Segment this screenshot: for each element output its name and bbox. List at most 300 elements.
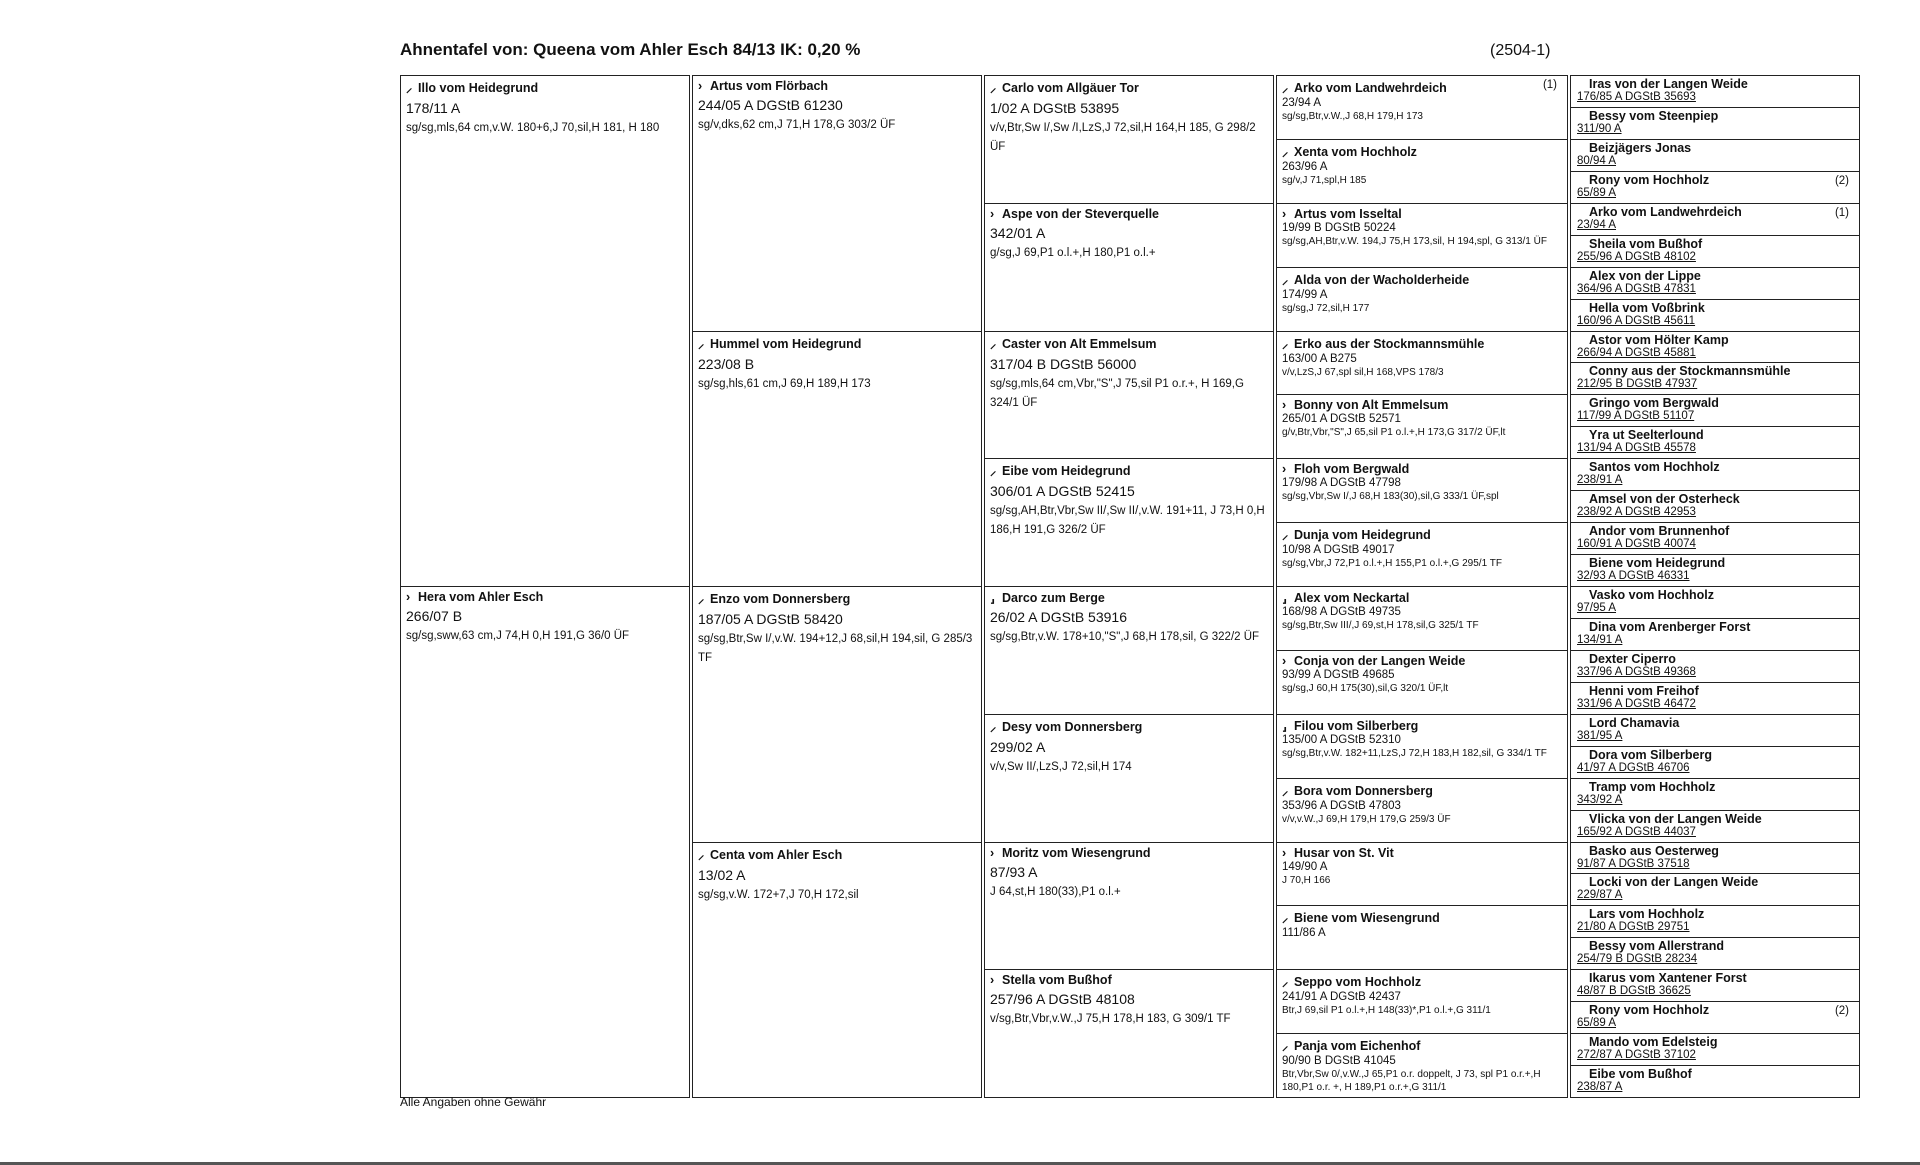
registration-number: 364/96 A DGStB 47831 [1577, 282, 1696, 295]
ancestor-name: Floh vom Bergwald [1294, 462, 1410, 477]
ancestor-cell [1570, 810, 1860, 843]
performance-info: sg/sg,J 72,sil,H 177 [1282, 302, 1370, 314]
ancestor-name-line [990, 846, 1268, 860]
performance-info: v/v,Btr,Sw I/,Sw /I,LzS,J 72,sil,H 164,H 185, G 298/2 ÜF [990, 122, 1256, 153]
ancestor-name: Centa vom Ahler Esch [710, 847, 843, 862]
ancestor-cell [1276, 394, 1568, 459]
sex-mark-icon: › [1282, 462, 1287, 477]
sex-mark-icon: ⸝ [990, 336, 997, 351]
sex-mark-icon: ⸝ [1282, 911, 1289, 926]
ancestor-name-line [1577, 269, 1855, 283]
ancestor-name: Sheila vom Bußhof [1589, 236, 1703, 251]
sex-mark-icon: ⸝ [698, 336, 705, 351]
registration-number: 65/89 A [1577, 186, 1617, 199]
ancestor-name-line [1282, 590, 1562, 605]
ancestor-name-line [1577, 396, 1855, 410]
ancestor-name: Filou vom Silberberg [1294, 718, 1419, 733]
ancestor-name-line [1577, 716, 1855, 730]
registration-number: 244/05 A DGStB 61230 [698, 97, 843, 113]
ancestor-cell [1570, 842, 1860, 875]
ancestor-name: Panja vom Eichenhof [1294, 1039, 1421, 1054]
registration-number: 21/80 A DGStB 29751 [1577, 921, 1690, 934]
registration-number: 343/92 A [1577, 793, 1623, 806]
registration-number: 272/87 A DGStB 37102 [1577, 1049, 1696, 1062]
registration-number: 212/95 B DGStB 47937 [1577, 378, 1698, 391]
ancestor-name-line [1577, 1067, 1855, 1081]
ancestor-name: Biene vom Wiesengrund [1294, 911, 1440, 926]
ancestor-name-line [1577, 205, 1855, 219]
ancestor-cell [984, 203, 1274, 332]
ancestor-cell [1276, 203, 1568, 268]
ancestor-name: Rony vom Hochholz [1589, 172, 1710, 187]
ancestor-name: Darco zum Berge [1002, 591, 1105, 605]
ancestor-cell [1570, 650, 1860, 683]
ancestor-name: Biene vom Heidegrund [1589, 556, 1726, 571]
registration-number: 65/89 A [1577, 1017, 1617, 1030]
duplicate-ancestor-marker: (1) [1834, 206, 1849, 219]
registration-number: 160/91 A DGStB 40074 [1577, 538, 1696, 551]
ancestor-cell [1276, 139, 1568, 204]
ancestor-name-line [1282, 335, 1562, 352]
registration-number: 317/04 B DGStB 56000 [990, 355, 1137, 372]
performance-info: g/v,Btr,Vbr,"S",J 65,sil P1 o.l.+,H 173,G 317/2 ÜF,lt [1282, 427, 1506, 439]
reference-number: (2504-1) [1490, 42, 1551, 59]
sex-mark-icon: ⸥ [990, 591, 995, 605]
ancestor-cell [1276, 714, 1568, 779]
sex-mark-icon: ⸝ [1282, 336, 1289, 351]
registration-number: 131/94 A DGStB 45578 [1577, 442, 1696, 455]
registration-number: 117/99 A DGStB 51107 [1577, 410, 1695, 423]
ancestor-cell [1276, 267, 1568, 332]
sex-mark-icon: ⸝ [990, 719, 997, 734]
registration-number: 93/99 A DGStB 49685 [1282, 668, 1395, 681]
registration-number: 168/98 A DGStB 49735 [1282, 606, 1401, 618]
ancestor-name-line [1577, 428, 1855, 442]
registration-number: 176/85 A DGStB 35693 [1577, 91, 1696, 103]
sex-mark-icon: › [1282, 653, 1287, 668]
ancestor-name-line [1577, 620, 1855, 634]
ancestor-cell [1570, 490, 1860, 523]
ancestor-name: Eibe vom Heidegrund [1002, 464, 1131, 479]
performance-info: sg/sg,Vbr,J 72,P1 o.l.+,H 155,P1 o.l.+,G 295/1 TF [1282, 558, 1502, 570]
performance-info: sg/sg,mls,64 cm,v.W. 180+6,J 70,sil,H 181, H 180 [406, 122, 660, 134]
registration-number: 174/99 A [1282, 288, 1328, 301]
ancestor-name-line [1577, 109, 1855, 123]
performance-info: Btr,Vbr,Sw 0/,v.W.,J 65,P1 o.r. doppelt, J 73, spl P1 o.r.+,H 180,P1 o.r. +, H 189,P1 o.r.+,G 311/1 [1282, 1069, 1541, 1094]
ancestor-name: Tramp vom Hochholz [1589, 779, 1716, 794]
ancestor-cell [1276, 75, 1568, 140]
ancestor-name-line [1577, 492, 1855, 506]
ancestor-cell [1570, 139, 1860, 172]
ancestor-name: Arko vom Landwehrdeich [1294, 81, 1447, 95]
ancestor-cell [984, 714, 1274, 843]
duplicate-ancestor-marker: (1) [1542, 79, 1557, 91]
ancestor-name: Conny aus der Stockmannsmühle [1589, 364, 1791, 379]
ancestor-name-line [1577, 524, 1855, 538]
ancestor-cell [984, 458, 1274, 587]
ancestor-name-line [1577, 141, 1855, 155]
sex-mark-icon: ⸝ [1282, 975, 1289, 990]
ancestor-name: Artus vom Flörbach [710, 79, 829, 93]
registration-number: 337/96 A DGStB 49368 [1577, 665, 1696, 678]
ancestor-name-line [1577, 77, 1855, 91]
ancestor-name: Astor vom Hölter Kamp [1589, 332, 1729, 347]
ancestor-name: Aspe von der Steverquelle [1002, 206, 1160, 221]
ancestor-name: Lars vom Hochholz [1589, 907, 1705, 922]
ancestor-cell [692, 331, 982, 588]
ancestor-name-line [1577, 939, 1855, 953]
sex-mark-icon: ⸝ [1282, 144, 1289, 159]
registration-number: 111/86 A [1282, 927, 1326, 940]
ancestor-cell [1276, 778, 1568, 843]
ancestor-cell [1276, 969, 1568, 1034]
ancestor-name-line [698, 590, 976, 607]
ancestor-cell [1570, 75, 1860, 108]
ancestor-name-line [406, 79, 684, 96]
ancestor-name-line [1577, 1003, 1855, 1017]
duplicate-ancestor-marker: (2) [1834, 1005, 1849, 1018]
ancestor-name-line [990, 462, 1268, 479]
registration-number: 19/99 B DGStB 50224 [1282, 221, 1396, 234]
performance-info: sg/sg,Btr,v.W.,J 68,H 179,H 173 [1282, 111, 1423, 122]
registration-number: 41/97 A DGStB 46706 [1577, 761, 1690, 774]
registration-number: 241/91 A DGStB 42437 [1282, 991, 1401, 1004]
ancestor-name: Illo vom Heidegrund [418, 81, 539, 95]
ancestor-name-line [1577, 971, 1855, 985]
ancestor-name-line [990, 718, 1268, 735]
performance-info: sg/sg,v.W. 172+7,J 70,H 172,sil [698, 888, 859, 901]
ancestor-cell [1570, 905, 1860, 938]
sex-mark-icon: ⸝ [698, 592, 705, 606]
ancestor-name: Basko aus Oesterweg [1589, 843, 1719, 858]
ancestor-name-line [1577, 875, 1855, 889]
sex-mark-icon: ⸝ [1282, 81, 1289, 95]
ancestor-name: Bora vom Donnersberg [1294, 783, 1433, 798]
ancestor-cell [1276, 458, 1568, 523]
ancestor-name-line [1577, 237, 1855, 251]
registration-number: 163/00 A B275 [1282, 352, 1357, 365]
ancestor-cell [1570, 299, 1860, 332]
ancestor-cell [1570, 331, 1860, 364]
ancestor-cell [1570, 1033, 1860, 1066]
ancestor-cell [1570, 235, 1860, 268]
registration-number: 265/01 A DGStB 52571 [1282, 413, 1401, 426]
registration-number: 238/87 A [1577, 1081, 1623, 1094]
ancestor-cell [1276, 1033, 1568, 1098]
ancestor-name-line [1577, 780, 1855, 794]
registration-number: 381/95 A [1577, 729, 1623, 742]
registration-number: 223/08 B [698, 355, 755, 372]
ancestor-name-line [990, 335, 1268, 352]
performance-info: sg/sg,Btr,Sw I/,v.W. 194+12,J 68,sil,H 194,sil, G 285/3 TF [698, 633, 973, 664]
ancestor-cell [1276, 905, 1568, 970]
ancestor-name-line [698, 846, 976, 863]
registration-number: 257/96 A DGStB 48108 [990, 991, 1135, 1008]
ancestor-cell [1570, 714, 1860, 747]
ancestor-name-line [1282, 271, 1562, 288]
ancestor-cell [1276, 522, 1568, 587]
ancestor-name: Desy vom Donnersberg [1002, 719, 1143, 734]
ancestor-name-line [1577, 333, 1855, 347]
ancestor-name-line [406, 590, 684, 604]
ancestor-cell [984, 586, 1274, 715]
sex-mark-icon: ⸝ [990, 464, 997, 479]
ancestor-name-line [1577, 1035, 1855, 1049]
ancestor-cell [1570, 873, 1860, 906]
registration-number: 165/92 A DGStB 44037 [1577, 825, 1696, 838]
performance-info: v/sg,Btr,Vbr,v.W.,J 75,H 178,H 183, G 309/1 TF [990, 1013, 1231, 1026]
ancestor-name: Eibe vom Bußhof [1589, 1067, 1692, 1082]
ancestor-cell [1276, 586, 1568, 651]
ancestor-cell [1570, 1001, 1860, 1034]
performance-info: sg/sg,J 60,H 175(30),sil,G 320/1 ÜF,lt [1282, 682, 1449, 694]
performance-info: sg/sg,mls,64 cm,Vbr,"S",J 75,sil P1 o.r.+, H 169,G 324/1 ÜF [990, 377, 1244, 409]
ancestor-name: Dina vom Arenberger Forst [1589, 619, 1751, 634]
ancestor-name-line [1577, 907, 1855, 921]
sex-mark-icon: › [1282, 398, 1287, 413]
registration-number: 266/07 B [406, 608, 463, 624]
ancestor-name: Xenta vom Hochholz [1294, 144, 1417, 159]
registration-number: 266/94 A DGStB 45881 [1577, 346, 1696, 359]
registration-number: 135/00 A DGStB 52310 [1282, 733, 1401, 746]
ancestor-name-line [1282, 909, 1562, 926]
performance-info: v/v,v.W.,J 69,H 179,H 179,G 259/3 ÜF [1282, 813, 1451, 825]
sex-mark-icon: ⸝ [1282, 1039, 1289, 1054]
ancestor-name: Bessy vom Steenpiep [1589, 108, 1719, 123]
registration-number: 13/02 A [698, 866, 746, 883]
sex-mark-icon: ⸥ [1282, 591, 1287, 605]
sex-mark-icon: ⸥ [1282, 718, 1287, 733]
performance-info: J 70,H 166 [1282, 874, 1331, 886]
ancestor-name-line [1577, 460, 1855, 474]
registration-number: 87/93 A [990, 863, 1038, 880]
registration-number: 255/96 A DGStB 48102 [1577, 250, 1696, 263]
ancestor-name: Carlo vom Allgäuer Tor [1002, 81, 1139, 95]
sex-mark-icon: › [990, 845, 995, 860]
sex-mark-icon: › [406, 590, 411, 604]
ancestor-cell [984, 331, 1274, 460]
ancestor-name: Hella vom Voßbrink [1589, 300, 1705, 315]
performance-info: sg/sg,hls,61 cm,J 69,H 189,H 173 [698, 377, 871, 390]
registration-number: 306/01 A DGStB 52415 [990, 483, 1135, 500]
registration-number: 23/94 A [1577, 218, 1617, 231]
ancestor-name: Dora vom Silberberg [1589, 747, 1712, 762]
registration-number: 91/87 A DGStB 37518 [1577, 857, 1690, 870]
ancestor-name: Alda von der Wacholderheide [1294, 272, 1470, 287]
performance-info: sg/v,J 71,spl,H 185 [1282, 174, 1367, 186]
registration-number: 1/02 A DGStB 53895 [990, 100, 1120, 116]
ancestor-cell [1570, 937, 1860, 970]
sex-mark-icon: ⸝ [1282, 783, 1289, 798]
ancestor-name-line [1282, 143, 1562, 160]
ancestor-name-line [1577, 173, 1855, 187]
ancestor-name-line [1282, 207, 1562, 221]
ancestor-name-line [698, 79, 976, 93]
sex-mark-icon: › [1282, 206, 1287, 221]
ancestor-name: Bonny von Alt Emmelsum [1294, 398, 1449, 413]
ancestor-name-line [990, 207, 1268, 221]
ancestor-name: Locki von der Langen Weide [1589, 875, 1759, 890]
ancestor-name-line [698, 335, 976, 352]
ancestor-cell [692, 586, 982, 843]
registration-number: 26/02 A DGStB 53916 [990, 609, 1127, 625]
ancestor-name-line [1577, 652, 1855, 666]
performance-info: sg/sg,Btr,v.W. 182+11,LzS,J 72,H 183,H 182,sil, G 334/1 TF [1282, 747, 1547, 759]
ancestor-name-line [1282, 462, 1562, 476]
ancestor-cell [1570, 554, 1860, 587]
sex-mark-icon: › [1282, 845, 1287, 860]
ancestor-cell [1570, 107, 1860, 140]
ancestor-name-line [1282, 654, 1562, 668]
ancestor-name: Beizjägers Jonas [1589, 140, 1692, 155]
ancestor-cell [1570, 746, 1860, 779]
registration-number: 97/95 A [1577, 602, 1617, 614]
ancestor-cell [1570, 1065, 1860, 1098]
ancestor-name: Yra ut Seelterlound [1589, 428, 1704, 443]
performance-info: v/v,LzS,J 67,spl sil,H 168,VPS 178/3 [1282, 366, 1444, 378]
registration-number: 238/92 A DGStB 42953 [1577, 506, 1696, 519]
ancestor-name-line [1282, 79, 1562, 96]
ancestor-cell [1570, 171, 1860, 204]
performance-info: sg/sg,Btr,Sw III/,J 69,st,H 178,sil,G 325/1 TF [1282, 620, 1479, 631]
ancestor-cell [1276, 842, 1568, 907]
ancestor-name-line [1282, 1037, 1562, 1054]
performance-info: sg/sg,sww,63 cm,J 74,H 0,H 191,G 36/0 ÜF [406, 630, 630, 642]
ancestor-cell [1570, 682, 1860, 715]
ancestor-cell [400, 586, 690, 1098]
ancestor-name-line [1577, 364, 1855, 378]
ancestor-name: Alex von der Lippe [1589, 268, 1701, 283]
registration-number: 80/94 A [1577, 154, 1617, 167]
ancestor-name: Husar von St. Vit [1294, 845, 1394, 860]
performance-info: g/sg,J 69,P1 o.l.+,H 180,P1 o.l.+ [990, 246, 1156, 259]
ancestor-name: Hera vom Ahler Esch [418, 590, 544, 604]
sex-mark-icon: ⸝ [406, 81, 413, 95]
ancestor-name: Iras von der Langen Weide [1589, 77, 1748, 91]
registration-number: 187/05 A DGStB 58420 [698, 611, 843, 627]
performance-info: sg/sg,Vbr,Sw I/,J 68,H 183(30),sil,G 333/1 ÜF,spl [1282, 491, 1499, 503]
ancestor-cell [1570, 586, 1860, 619]
ancestor-name: Enzo vom Donnersberg [710, 592, 851, 606]
ancestor-name-line [1282, 526, 1562, 543]
duplicate-ancestor-marker: (2) [1834, 174, 1849, 187]
ancestor-cell [692, 75, 982, 332]
ancestor-name: Hummel vom Heidegrund [710, 336, 862, 351]
ancestor-name-line [1577, 812, 1855, 826]
registration-number: 299/02 A [990, 738, 1046, 755]
registration-number: 10/98 A DGStB 49017 [1282, 544, 1395, 557]
registration-number: 90/90 B DGStB 41045 [1282, 1055, 1396, 1068]
ancestor-cell [1570, 426, 1860, 459]
ancestor-name-line [1577, 588, 1855, 602]
registration-number: 134/91 A [1577, 633, 1623, 646]
ancestor-name-line [1282, 973, 1562, 990]
registration-number: 254/79 B DGStB 28234 [1577, 953, 1698, 966]
ancestor-name: Henni vom Freihof [1589, 683, 1699, 698]
registration-number: 263/96 A [1282, 160, 1328, 173]
performance-info: sg/v,dks,62 cm,J 71,H 178,G 303/2 ÜF [698, 119, 896, 131]
ancestor-cell [1570, 203, 1860, 236]
ancestor-cell [1570, 394, 1860, 427]
ancestor-name-line [1282, 718, 1562, 733]
ancestor-name-line [1577, 844, 1855, 858]
registration-number: 160/96 A DGStB 45611 [1577, 314, 1696, 327]
performance-info: J 64,st,H 180(33),P1 o.l.+ [990, 885, 1121, 898]
ancestor-name: Andor vom Brunnenhof [1589, 524, 1730, 539]
ancestor-name-line [1577, 684, 1855, 698]
ancestor-name: Amsel von der Osterheck [1589, 492, 1740, 507]
ancestor-cell [1276, 650, 1568, 715]
ancestor-name-line [1577, 556, 1855, 570]
ancestor-name-line [1282, 846, 1562, 860]
performance-info: sg/sg,Btr,v.W. 178+10,"S",J 68,H 178,sil, G 322/2 ÜF [990, 631, 1260, 643]
sex-mark-icon: ⸝ [990, 81, 997, 95]
ancestor-name-line [1282, 782, 1562, 799]
ancestor-cell [1570, 778, 1860, 811]
ancestor-name: Conja von der Langen Weide [1294, 653, 1466, 668]
sex-mark-icon: ⸝ [1282, 528, 1289, 543]
ancestor-cell [984, 842, 1274, 971]
sex-mark-icon: › [698, 79, 703, 93]
ancestor-name: Dexter Ciperro [1589, 651, 1676, 666]
ancestor-name: Bessy vom Allerstrand [1589, 939, 1725, 954]
ancestor-name-line [1577, 748, 1855, 762]
performance-info: sg/sg,AH,Btr,v.W. 194,J 75,H 173,sil, H 194,spl, G 313/1 ÜF [1282, 235, 1547, 247]
ancestor-cell [1570, 362, 1860, 395]
ancestor-name: Caster von Alt Emmelsum [1002, 336, 1157, 351]
registration-number: 229/87 A [1577, 889, 1623, 902]
registration-number: 238/91 A [1577, 474, 1623, 487]
ancestor-name-line [990, 973, 1268, 987]
ancestor-name: Dunja vom Heidegrund [1294, 528, 1431, 543]
ancestor-name: Mando vom Edelsteig [1589, 1035, 1718, 1050]
ancestor-name: Artus vom Isseltal [1294, 206, 1402, 221]
sex-mark-icon: › [990, 973, 995, 988]
registration-number: 311/90 A [1577, 122, 1622, 135]
sex-mark-icon: ⸝ [698, 847, 705, 862]
ancestor-name-line [990, 590, 1268, 605]
ancestor-name: Erko aus der Stockmannsmühle [1294, 336, 1485, 351]
ancestor-cell [1276, 331, 1568, 396]
ancestor-cell [692, 842, 982, 1099]
sex-mark-icon: › [990, 206, 995, 221]
ancestor-name-line [990, 79, 1268, 96]
registration-number: 342/01 A [990, 224, 1046, 241]
ancestor-name: Moritz vom Wiesengrund [1002, 845, 1151, 860]
performance-info: sg/sg,AH,Btr,Vbr,Sw II/,Sw II/,v.W. 191+11, J 73,H 0,H 186,H 191,G 326/2 ÜF [990, 505, 1265, 537]
registration-number: 48/87 B DGStB 36625 [1577, 985, 1691, 998]
ancestor-name: Seppo vom Hochholz [1294, 975, 1422, 990]
ancestor-name: Rony vom Hochholz [1589, 1003, 1710, 1018]
sex-mark-icon: ⸝ [1282, 272, 1289, 287]
performance-info: Btr,J 69,sil P1 o.l.+,H 148(33)*,P1 o.l.+,G 311/1 [1282, 1005, 1491, 1017]
ancestor-cell [984, 75, 1274, 204]
registration-number: 178/11 A [406, 100, 461, 116]
ancestor-name: Ikarus vom Xantener Forst [1589, 971, 1747, 986]
ancestor-name: Gringo vom Bergwald [1589, 396, 1719, 411]
registration-number: 353/96 A DGStB 47803 [1282, 799, 1401, 812]
ancestor-name-line [1577, 301, 1855, 315]
ancestor-name: Santos vom Hochholz [1589, 460, 1720, 475]
ancestor-name: Stella vom Bußhof [1002, 973, 1112, 988]
registration-number: 149/90 A [1282, 860, 1328, 873]
ancestor-name: Vasko vom Hochholz [1589, 588, 1715, 602]
ancestor-cell [1570, 522, 1860, 555]
ancestor-cell [984, 969, 1274, 1098]
ancestor-name: Alex vom Neckartal [1294, 591, 1410, 605]
pedigree-title: Ahnentafel von: Queena vom Ahler Esch 84/13 IK: 0,20 % [400, 40, 861, 59]
ancestor-cell [1570, 458, 1860, 491]
